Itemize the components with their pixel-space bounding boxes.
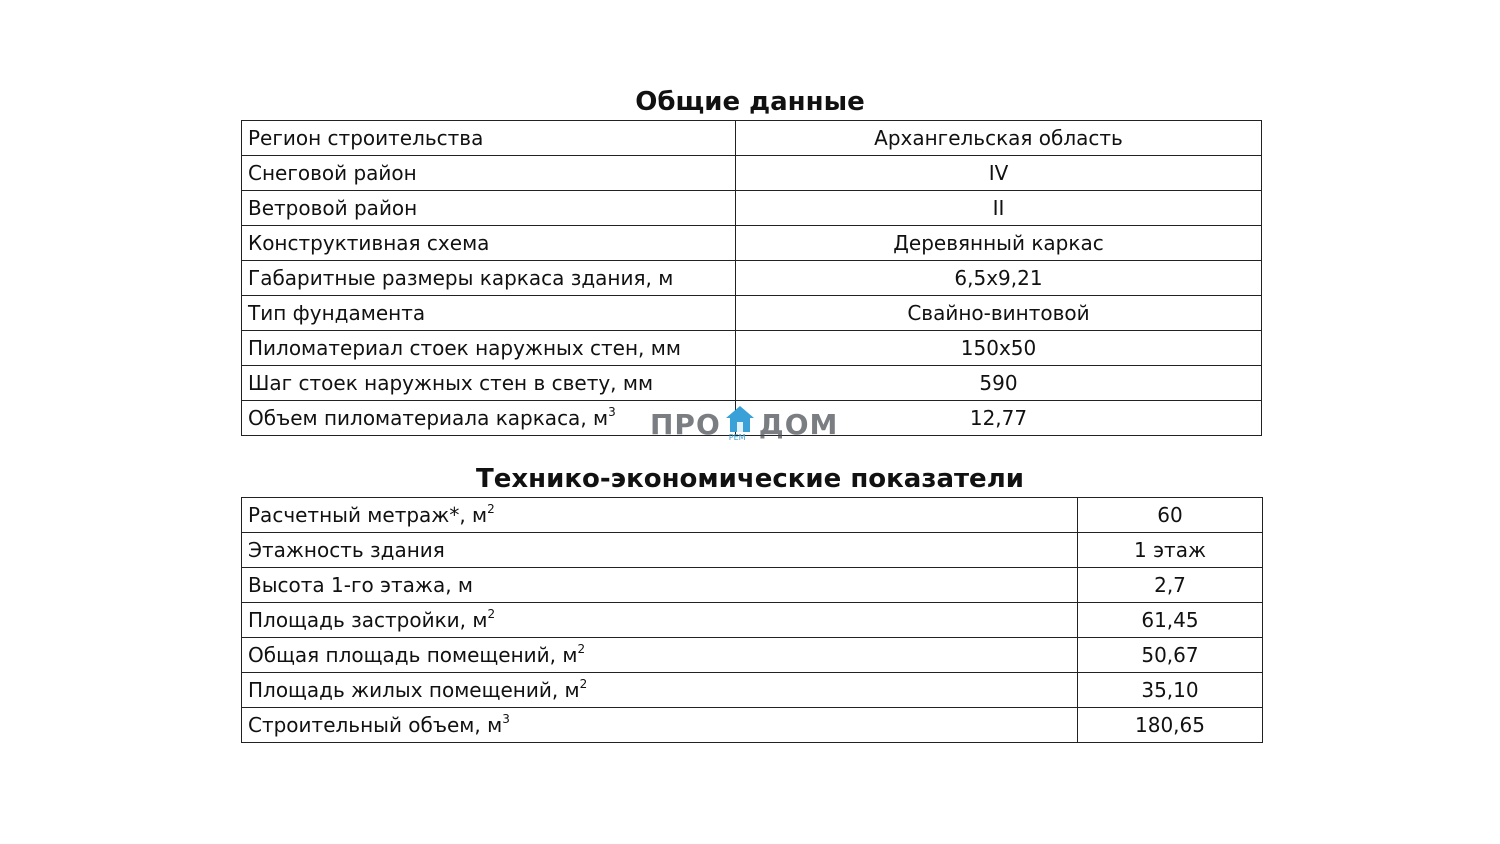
row-value: 50,67: [1078, 638, 1263, 673]
row-label: Общая площадь помещений, $м^2$: [242, 638, 1078, 673]
table-row: [242, 331, 1262, 366]
row-value: Деревянный каркас: [736, 226, 1262, 261]
general-data-table: [241, 120, 1262, 436]
watermark-left-text: ПРО: [650, 407, 721, 441]
row-label: Ветровой район: [242, 191, 736, 226]
table-row: [242, 603, 1263, 638]
table-row: [242, 638, 1263, 673]
unit-superscript: 3: [608, 405, 616, 419]
general-data-title: Общие данные: [635, 87, 865, 117]
table-row: [242, 191, 1262, 226]
row-value: 60: [1078, 498, 1263, 533]
row-label: Площадь застройки, $м^2$: [242, 603, 1078, 638]
row-value: 150x50: [736, 331, 1262, 366]
unit-superscript: 2: [579, 677, 588, 691]
row-label: Регион строительства: [242, 121, 736, 156]
row-value: Архангельская область: [736, 121, 1262, 156]
unit-superscript: 3: [502, 712, 510, 726]
row-value: 1 этаж: [1078, 533, 1263, 568]
row-value: II: [736, 191, 1262, 226]
tech-indicators-title: Технико-экономические показатели: [476, 464, 1024, 494]
row-label: Снеговой район: [242, 156, 736, 191]
row-label: Высота 1-го этажа, м: [242, 568, 1078, 603]
table-row: [242, 296, 1262, 331]
row-label: Строительный объем, $м^3$: [242, 708, 1078, 743]
row-label: Пиломатериал стоек наружных стен, мм: [242, 331, 736, 366]
watermark-right-text: ДОМ: [758, 407, 839, 441]
row-value: 6,5x9,21: [736, 261, 1262, 296]
row-label: Габаритные размеры каркаса здания, м: [242, 261, 736, 296]
row-label: Расчетный метраж*, $м^2$: [242, 498, 1078, 533]
table-row: [242, 673, 1263, 708]
table-row: [242, 156, 1262, 191]
table-row: [242, 708, 1263, 743]
row-label: Тип фундамента: [242, 296, 736, 331]
tech-indicators-table: [241, 497, 1263, 743]
watermark-sub-text: РЕМ: [728, 433, 746, 442]
unit-superscript: 2: [577, 642, 586, 656]
table-row: [242, 401, 1262, 436]
row-value: IV: [736, 156, 1262, 191]
table-row: [242, 261, 1262, 296]
table-row: [242, 568, 1263, 603]
table-row: [242, 533, 1263, 568]
row-label: Конструктивная схема: [242, 226, 736, 261]
row-value: 12,77: [736, 401, 1262, 436]
table-row: [242, 366, 1262, 401]
table-row: [242, 498, 1263, 533]
row-value: 180,65: [1078, 708, 1263, 743]
table-row: [242, 226, 1262, 261]
row-value: 35,10: [1078, 673, 1263, 708]
table-row: [242, 121, 1262, 156]
row-value: Свайно-винтовой: [736, 296, 1262, 331]
unit-superscript: 2: [487, 502, 495, 516]
row-label: Шаг стоек наружных стен в свету, мм: [242, 366, 736, 401]
row-label: Объем пиломатериала каркаса, $м^3$: [242, 401, 736, 436]
row-value: 61,45: [1078, 603, 1263, 638]
unit-superscript: 2: [487, 607, 496, 621]
row-label: Этажность здания: [242, 533, 1078, 568]
row-value: 590: [736, 366, 1262, 401]
row-value: 2,7: [1078, 568, 1263, 603]
row-label: Площадь жилых помещений, $м^2$: [242, 673, 1078, 708]
